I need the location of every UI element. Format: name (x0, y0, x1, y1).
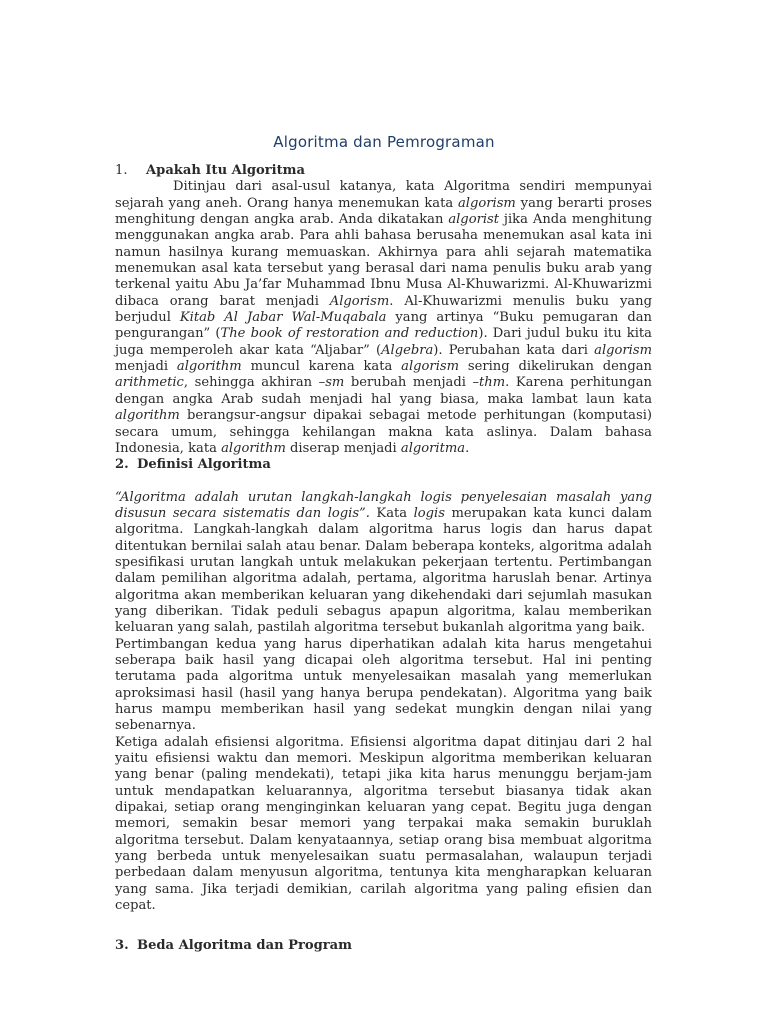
text-run: . Al-Khuwarizmi menulis buku yang berjudul (115, 293, 652, 326)
section-2-paragraph-3 (115, 735, 652, 915)
italic-text: Algorism (329, 293, 390, 309)
text-run: sering dikelirukan dengan (459, 359, 652, 375)
text-run: merupakan kata kunci dalam algoritma. Langkah-langkah dalam algoritma harus logis dan harus dapat ditentukan bernilai salah atau benar. Dalam beberapa konteks, algoritma adalah spesifikasi urutan langkah untuk melakukan pekerjaan tertentu. Pertimbangan dalam pemilihan algoritma adalah, pertama, algoritma haruslah benar. Artinya algoritma akan memberikan keluaran yang dikehendaki dari sejumlah masukan yang diberikan. Tidak peduli sebagus apapun algoritma, kalau memberikan keluaran yang salah, pastilah algoritma tersebut bukanlah algoritma yang baik. (115, 505, 652, 636)
section-3-heading (115, 938, 652, 954)
italic-text: thm (479, 375, 506, 391)
italic-text: sm (325, 375, 345, 391)
italic-text: algoritma (400, 440, 466, 456)
italic-text: algorithm (221, 440, 286, 456)
text-run: Kata (369, 505, 414, 521)
italic-text: algorism (594, 342, 652, 358)
text-run: . (465, 440, 470, 456)
text-run: diserap menjadi (285, 440, 401, 456)
section-1-heading (115, 163, 652, 179)
text-run: Pertimbangan kedua yang harus diperhatikan adalah kita harus mengetahui seberapa baik hasil yang dicapai oleh algoritma tersebut. Hal ini penting terutama pada algoritma untuk menyelesaikan masalah yang memerlukan aproksimasi hasil (hasil yang hanya berupa pendekatan). Algoritma yang baik harus mampu memberikan hasil yang sedekat mungkin dengan nilai yang sebenarnya. (115, 636, 652, 734)
document-title: Algoritma dan Pemrograman (273, 133, 495, 151)
spacer (115, 914, 652, 938)
italic-text: algorist (448, 212, 499, 228)
text-run: yang artinya “Buku pemugaran dan pengurangan” ( (115, 310, 652, 342)
section-2-number: 2. (115, 457, 129, 473)
text-run: . Karena perhitungan dengan angka Arab sudah menjadi hal yang biasa, maka lambat laun kata (115, 375, 652, 407)
text-run: berangsur-angsur dipakai sebagai metode perhitungan (komputasi) secara umum, sehingga kehilangan makna kata aslinya. Dalam bahasa Indonesia, kata (115, 408, 652, 456)
italic-text: Algebra (381, 342, 434, 358)
italic-text: algorithm (115, 408, 180, 424)
italic-text: algorism (458, 195, 516, 211)
section-2-paragraph-1 (115, 490, 652, 637)
text-run: menjadi (115, 359, 177, 375)
text-run: ). Dari judul buku itu kita juga memperoleh akar kata “Aljabar” ( (115, 326, 652, 358)
section-2-paragraph-2 (115, 637, 652, 735)
text-run: yang berarti proses menghitung dengan angka arab. Anda dikatakan (115, 195, 652, 228)
section-2-title: Definisi Algoritma (137, 457, 271, 473)
section-3-title: Beda Algoritma dan Program (137, 938, 353, 954)
text-run: muncul karena kata (241, 359, 402, 375)
italic-text: arithmetic (115, 375, 184, 391)
italic-text: Kitab Al Jabar Wal-Muqabala (179, 310, 387, 326)
text-run: , sehingga akhiran – (183, 375, 326, 391)
italic-text: algorism (401, 359, 460, 375)
text-run: Ditinjau dari asal-usul katanya, kata Algoritma sendiri mempunyai sejarah yang aneh. Orang hanya menemukan kata (115, 179, 652, 211)
italic-text: The book of restoration and reduction (220, 326, 479, 342)
document-body (115, 163, 652, 955)
section-3-number: 3. (115, 938, 129, 954)
text-run: ). Perubahan kata dari (433, 342, 595, 358)
spacer (115, 474, 652, 490)
text-run: Ketiga adalah efisiensi algoritma. Efisiensi algoritma dapat ditinjau dari 2 hal yaitu efisiensi waktu dan memori. Meskipun algoritma memberikan keluaran yang benar (paling mendekati), tetapi jika kita harus menunggu berjam-jam untuk mendapatkan keluarannya, algoritma tersebut biasanya tidak akan dipakai, setiap orang menginginkan keluaran yang cepat. Begitu juga dengan memori, semakin besar memori yang terpakai maka semakin buruklah algoritma tersebut. Dalam kenyataannya, setiap orang bisa membuat algoritma yang berbeda untuk menyelesaikan suatu permasalahan, walaupun terjadi perbedaan dalam menyusun algoritma, tentunya kita mengharapkan keluaran yang sama. Jika terjadi demikian, carilah algoritma yang paling efisien dan cepat. (115, 734, 652, 914)
section-1-paragraph-1 (115, 179, 652, 457)
text-run: berubah menjadi – (344, 375, 480, 391)
section-1-number: 1. (115, 163, 128, 178)
text-run: jika Anda menghitung menggunakan angka arab. Para ahli bahasa berusaha menemukan asal kata ini namun hasilnya kurang memuaskan. Akhirnya para ahli sejarah matematika menemukan asal kata tersebut yang berasal dari nama penulis buku arab yang terkenal yaitu Abu Ja’far Muhammad Ibnu Musa Al-Khuwarizmi. Al-Khuwarizmi dibaca orang barat menjadi (115, 212, 652, 309)
italic-text: logis (413, 505, 445, 521)
section-1-title: Apakah Itu Algoritma (146, 163, 305, 178)
section-2-heading (115, 457, 652, 473)
italic-text: algorithm (176, 359, 242, 375)
italic-text: “Algoritma adalah urutan langkah-langkah logis penyelesaian masalah yang disusun secara sistematis dan logis”. (115, 489, 652, 521)
